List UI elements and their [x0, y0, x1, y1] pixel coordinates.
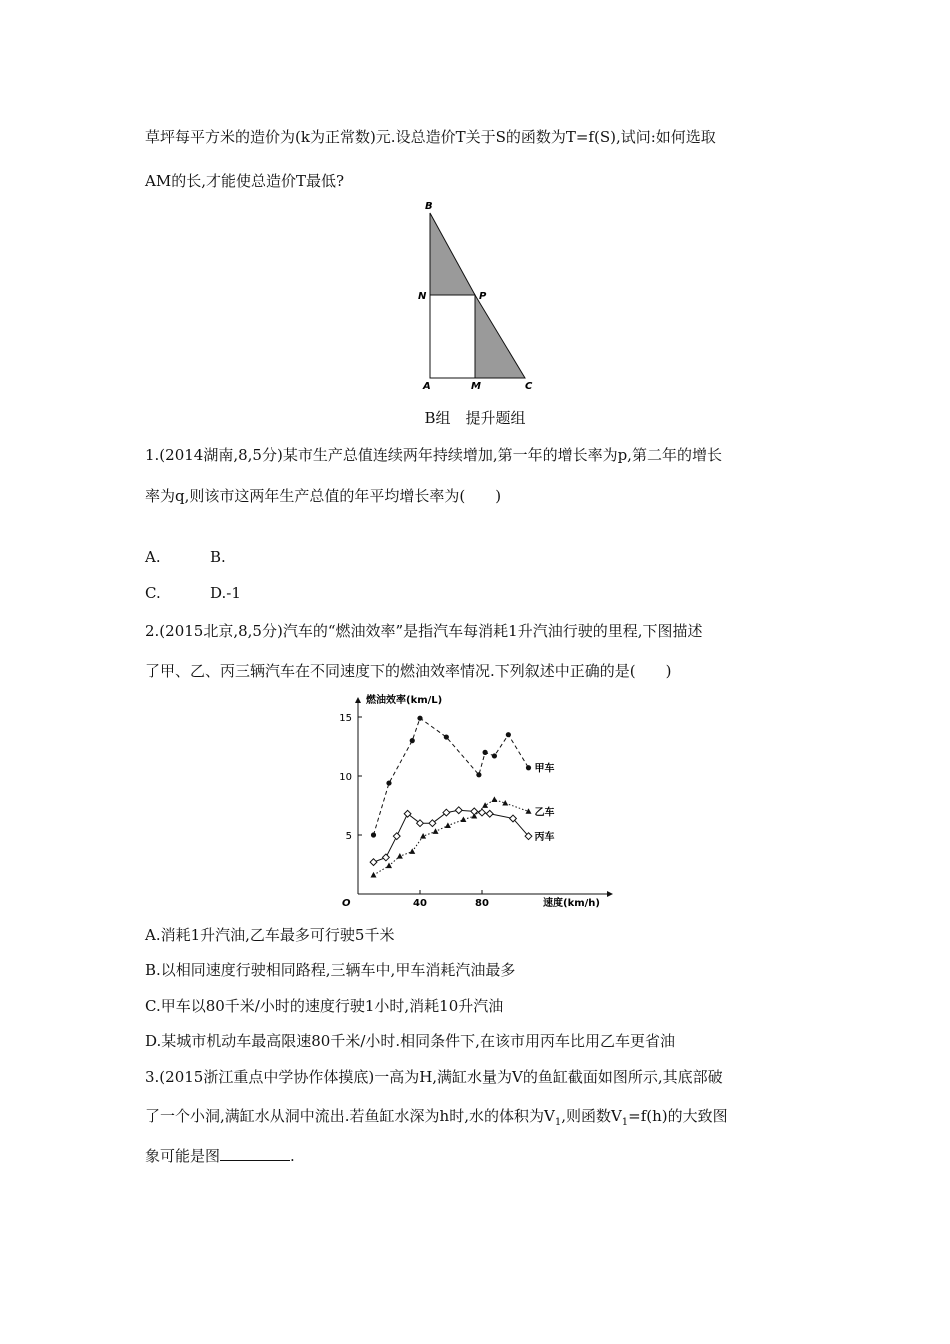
point-marker — [526, 765, 531, 770]
point-marker — [483, 750, 488, 755]
y-tick-label: 15 — [339, 713, 352, 724]
q1-line-1: 1.(2014湖南,8,5分)某市生产总值连续两年持续增加,第一年的增长率为p,第二年的增长 — [145, 446, 722, 464]
label-c: C — [525, 381, 533, 392]
q3-sub-2: 1 — [621, 1117, 629, 1128]
q2-option-b: B.以相同速度行驶相同路程,三辆车中,甲车消耗汽油最多 — [145, 961, 516, 979]
series-label: 甲车 — [534, 763, 555, 775]
point-marker — [460, 816, 466, 822]
lawn-rectangle — [430, 295, 475, 378]
q3-line-3 — [145, 1145, 295, 1166]
q1-option-b: B. — [210, 548, 226, 566]
x-axis-label: 速度(km/h) — [543, 898, 600, 909]
point-marker — [491, 796, 497, 802]
shaded-triangle-right — [475, 295, 525, 378]
point-marker — [444, 734, 449, 739]
q1-option-d: D.-1 — [210, 584, 241, 602]
point-marker — [371, 832, 376, 837]
point-marker — [383, 854, 390, 861]
point-marker — [397, 853, 403, 859]
series-label: 乙车 — [534, 807, 555, 819]
point-marker — [386, 780, 391, 785]
series-line-0 — [374, 718, 529, 835]
point-marker — [409, 848, 415, 854]
point-marker — [482, 802, 488, 808]
x-tick-label: 80 — [475, 898, 489, 909]
label-a: A — [423, 381, 431, 392]
q3-line-3-end: . — [290, 1147, 295, 1165]
q1-option-a: A. — [145, 548, 161, 566]
point-marker — [393, 833, 400, 840]
shaded-triangle-top — [430, 213, 475, 295]
point-marker — [506, 732, 511, 737]
point-marker — [371, 872, 377, 878]
intro-line-2: AM的长,才能使总造价T最低? — [145, 172, 345, 190]
q1-option-c: C. — [145, 584, 161, 602]
point-marker — [370, 859, 377, 866]
origin-label: O — [342, 898, 351, 909]
triangle-figure — [405, 195, 550, 395]
q2-option-d: D.某城市机动车最高限速80千米/小时.相同条件下,在该市用丙车比用乙车更省油 — [145, 1032, 675, 1050]
label-n: N — [418, 291, 427, 302]
answer-blank[interactable] — [220, 1146, 290, 1161]
section-title: B组 提升题组 — [424, 409, 526, 427]
point-marker — [479, 809, 486, 816]
q2-option-a: A.消耗1升汽油,乙车最多可行驶5千米 — [145, 926, 395, 944]
q3-line-3-text: 象可能是图 — [145, 1147, 221, 1165]
y-tick-label: 5 — [345, 831, 352, 842]
y-axis-label: 燃油效率(km/L) — [366, 695, 443, 706]
point-marker — [486, 810, 493, 817]
point-marker — [433, 828, 439, 834]
point-marker — [492, 753, 497, 758]
point-marker — [410, 738, 415, 743]
point-marker — [476, 772, 481, 777]
y-tick-label: 10 — [339, 772, 352, 783]
point-marker — [417, 716, 422, 721]
label-p: P — [479, 291, 487, 302]
label-m: M — [471, 381, 481, 392]
intro-line-1: 草坪每平方米的造价为(k为正常数)元.设总造价T关于S的函数为T=f(S),试问:如何选取 — [145, 128, 716, 146]
q3-line-1: 3.(2015浙江重点中学协作体摸底)一高为H,满缸水量为V的鱼缸截面如图所示,其底部破 — [145, 1068, 723, 1086]
q3-line-2-text: 了一个小洞,满缸水从洞中流出.若鱼缸水深为h时,水的体积为V — [145, 1107, 555, 1125]
q2-line-2: 了甲、乙、丙三辆汽车在不同速度下的燃油效率情况.下列叙述中正确的是( ) — [145, 662, 672, 680]
q3-line-2-text-b: ,则函数V — [561, 1107, 622, 1125]
q2-line-1: 2.(2015北京,8,5分)汽车的“燃油效率”是指汽车每消耗1升汽油行驶的里程,下图描述 — [145, 622, 703, 640]
series-label: 丙车 — [534, 832, 555, 844]
q2-option-c: C.甲车以80千米/小时的速度行驶1小时,消耗10升汽油 — [145, 997, 504, 1015]
point-marker — [445, 822, 451, 828]
q1-line-2: 率为q,则该市这两年生产总值的年平均增长率为( ) — [145, 487, 502, 505]
fuel-efficiency-chart — [330, 688, 620, 913]
label-b: B — [425, 201, 433, 212]
q3-line-2 — [145, 1105, 728, 1128]
q3-line-2-text-c: =f(h)的大致图 — [628, 1107, 728, 1125]
q3-sub-1: 1 — [554, 1117, 562, 1128]
point-marker — [455, 807, 462, 814]
x-tick-label: 40 — [413, 898, 427, 909]
